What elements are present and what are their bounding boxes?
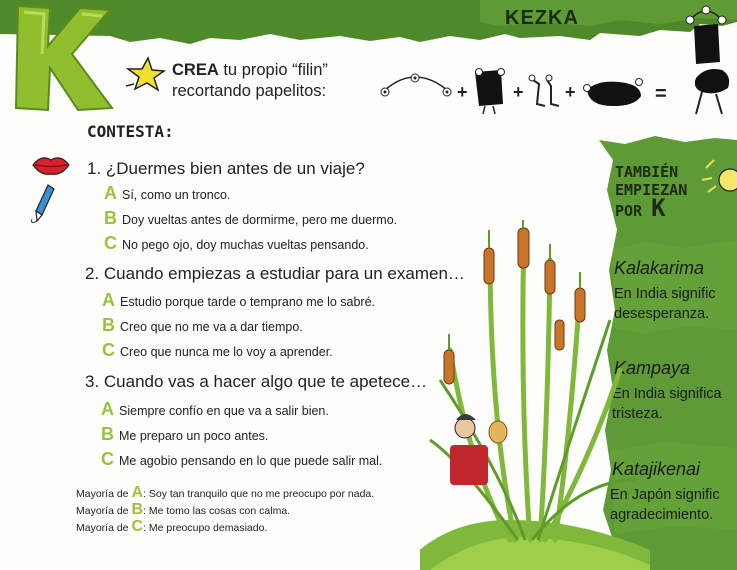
sidebar-title-line3: POR xyxy=(615,202,652,220)
result-c xyxy=(76,518,267,536)
term-meaning-line1: En India significa xyxy=(612,386,722,402)
cattail-plant-illustration xyxy=(420,220,650,570)
result-letter: A xyxy=(131,484,144,501)
answer-text: No pego ojo, doy muchas vueltas pensando. xyxy=(122,238,369,252)
term-meaning-line2: agradecimiento. xyxy=(610,507,714,523)
result-b xyxy=(76,501,290,519)
result-text: : Me preocupo demasiado. xyxy=(143,522,268,534)
answer-letter: B xyxy=(101,424,114,444)
answer-letter: C xyxy=(102,340,115,360)
term-word: Katajikenai xyxy=(612,459,701,479)
result-prefix: Mayoría de xyxy=(76,488,132,500)
answer-letter: C xyxy=(101,449,114,469)
lips-icon xyxy=(31,152,71,178)
term-meaning-line2: desesperanza. xyxy=(614,306,710,322)
term-meaning-line1: En Japón signific xyxy=(610,487,720,503)
question-1: 1. ¿Duermes bien antes de un viaje? xyxy=(87,159,365,178)
body-piece xyxy=(475,69,505,115)
answer-text: Creo que nunca me lo voy a aprender. xyxy=(120,345,333,359)
answer-letter: A xyxy=(102,290,115,310)
answer-letter: A xyxy=(101,399,114,419)
answer-2b xyxy=(102,315,303,336)
answer-text: Doy vueltas antes de dormirme, pero me duermo. xyxy=(122,213,398,227)
result-prefix: Mayoría de xyxy=(76,505,132,517)
question-2: 2. Cuando empiezas a estudiar para un examen… xyxy=(85,264,465,283)
blob-piece xyxy=(584,79,643,107)
sidebar-title-line2: EMPIEZAN xyxy=(615,181,688,199)
plus-sign-2: + xyxy=(513,82,524,102)
plus-sign-1: + xyxy=(457,82,468,102)
star-icon xyxy=(126,56,166,92)
crea-bold: CREA xyxy=(172,61,219,79)
result-prefix: Mayoría de xyxy=(76,522,132,534)
contesta-heading: CONTESTA: xyxy=(87,122,174,141)
term-word: Kampaya xyxy=(614,358,691,378)
sidebar-title-letter: K xyxy=(651,194,666,222)
equals-sign: = xyxy=(655,83,667,105)
sidebar-title-line1: TAMBIÉN xyxy=(615,163,679,181)
answer-text: Me agobio pensando en lo que puede salir mal. xyxy=(119,454,383,468)
lightbulb-icon xyxy=(700,150,737,200)
answer-letter: B xyxy=(102,315,115,335)
paper-formula xyxy=(375,58,705,118)
page-label: KEZKA xyxy=(505,7,579,29)
crea-line2: recortando papelitos: xyxy=(172,82,327,100)
answer-2c xyxy=(102,340,333,361)
answer-text: Creo que no me va a dar tiempo. xyxy=(120,320,303,334)
answer-3b xyxy=(101,424,268,445)
term-word: Kalakarima xyxy=(614,258,705,278)
result-text: : Soy tan tranquilo que no me preocupo por nada. xyxy=(143,488,375,500)
crea-line1: tu propio “filin” xyxy=(218,61,328,79)
answer-3c xyxy=(101,449,382,470)
assembled-character xyxy=(676,0,737,120)
answer-3a xyxy=(101,399,329,420)
answer-1c xyxy=(104,233,369,254)
answer-letter: A xyxy=(104,183,117,203)
legs-piece xyxy=(529,75,559,106)
answer-text: Estudio porque tarde o temprano me lo sabré. xyxy=(120,295,376,309)
term-meaning-line1: En India signific xyxy=(614,286,716,302)
answer-1a xyxy=(104,183,230,204)
answer-1b xyxy=(104,208,397,229)
result-text: : Me tomo las cosas con calma. xyxy=(143,505,291,517)
big-k-letter xyxy=(6,2,116,114)
result-letter: C xyxy=(131,518,144,535)
answer-text: Sí, como un tronco. xyxy=(122,188,231,202)
result-a xyxy=(76,484,374,502)
crea-instructions xyxy=(172,60,392,102)
answer-letter: C xyxy=(104,233,117,253)
sidebar-title xyxy=(615,163,687,220)
answer-text: Me preparo un poco antes. xyxy=(119,429,269,443)
eyebrow-piece xyxy=(381,74,451,96)
result-letter: B xyxy=(131,501,144,518)
plus-sign-3: + xyxy=(565,82,576,102)
answer-2a xyxy=(102,290,375,311)
pen-icon xyxy=(28,183,62,227)
answer-text: Siempre confío en que va a salir bien. xyxy=(119,404,329,418)
answer-letter: B xyxy=(104,208,117,228)
question-3: 3. Cuando vas a hacer algo que te apetece… xyxy=(85,372,428,391)
term-meaning-line2: tristeza. xyxy=(612,406,663,422)
